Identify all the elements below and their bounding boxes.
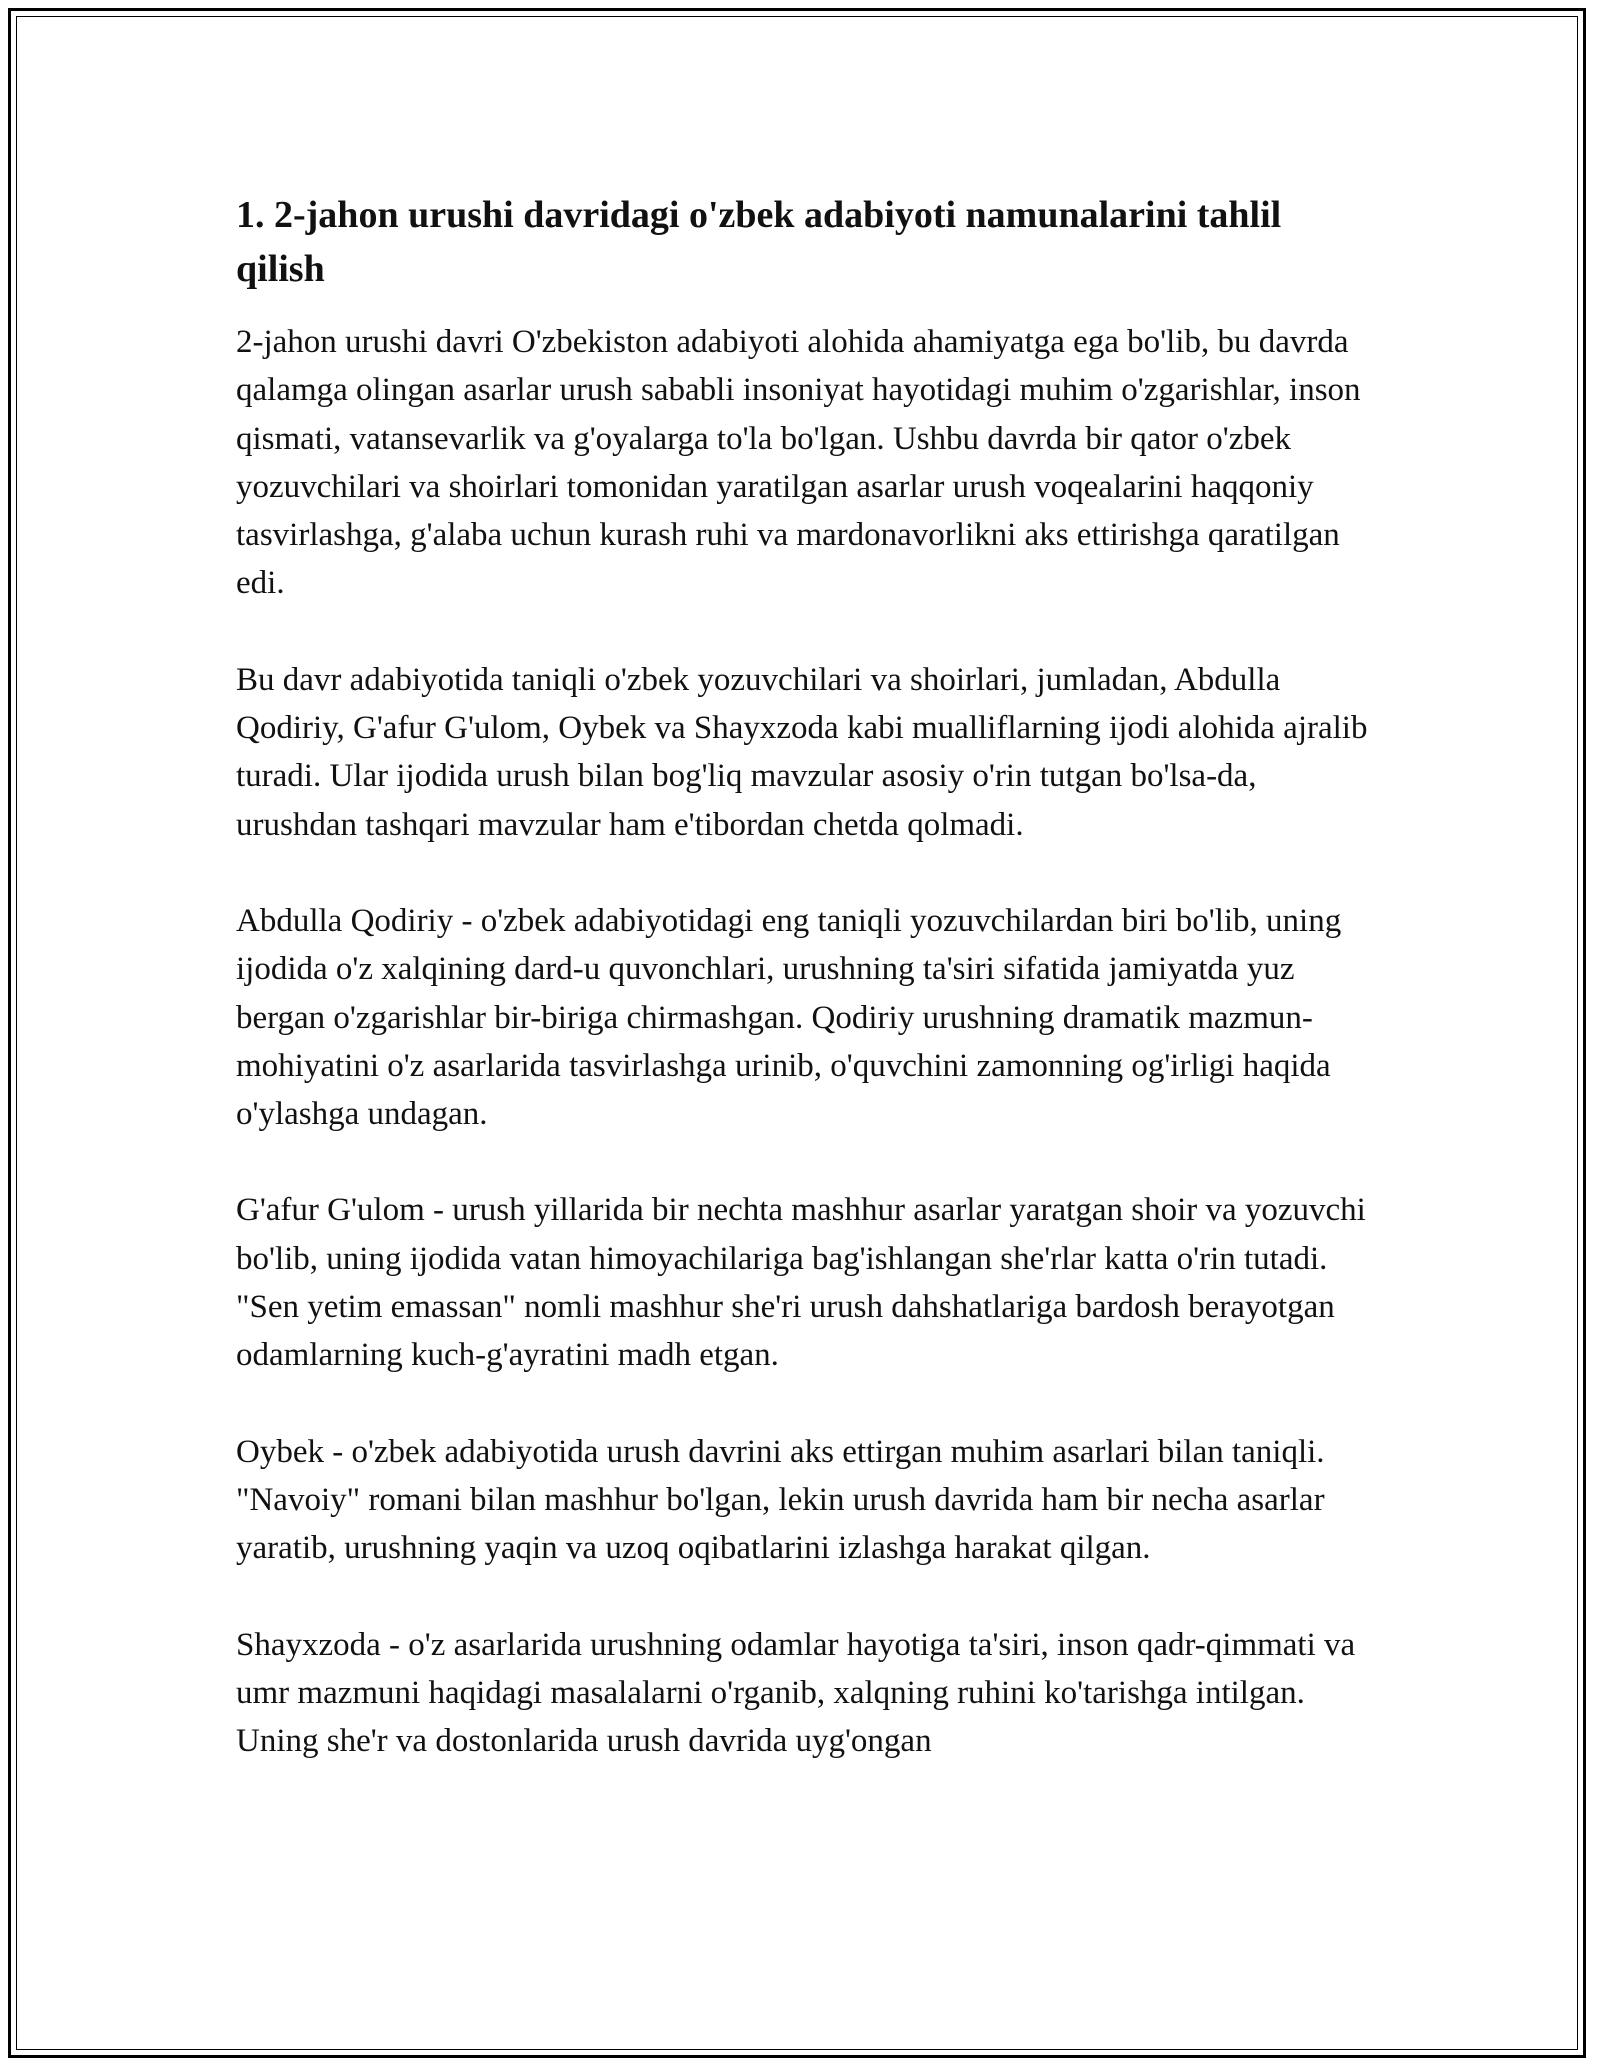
paragraph-intro: 2-jahon urushi davri O'zbekiston adabiyoti alohida ahamiyatga ega bo'lib, bu davrda qalamga olingan asarlar urush sababli insoniyat hayotidagi muhim o'zgarishlar, inson qismati, vatansevarlik va g'oyalarga to'la bo'lgan. Ushbu davrda bir qator o'zbek yozuvchilari va shoirlari tomonidan yaratilgan asarlar urush voqealarini haqqoniy tasvirlashga, g'alaba uchun kurash ruhi va mardonavorlikni aks ettirishga qaratilgan edi. <box>236 324 1361 602</box>
paragraph-shayxzoda: Shayxzoda - o'z asarlarida urushning odamlar hayotiga ta'siri, inson qadr-qimmati va umr mazmuni haqidagi masalalarni o'rganib, xalqning ruhini ko'tarishga intilgan. Uning she'r va dostonlarida urush davrida uyg'ongan <box>236 1626 1356 1760</box>
document-body <box>236 188 1376 1813</box>
paragraph-abdulla-qodiriy: Abdulla Qodiriy - o'zbek adabiyotidagi eng taniqli yozuvchilardan biri bo'lib, uning ijodida o'z xalqining dard-u quvonchlari, urushning ta'siri sifatida jamiyatda yuz bergan o'zgarishlar bir-biriga chirmashgan. Qodiriy urushning dramatik mazmun-mohiyatini o'z asarlarida tasvirlashga urinib, o'quvchini zamonning og'irligi haqida o'ylashga undagan. <box>236 902 1342 1133</box>
paragraph-gafur-gulom: G'afur G'ulom - urush yillarida bir nechta mashhur asarlar yaratgan shoir va yozuvchi bo'lib, uning ijodida vatan himoyachilariga bag'ishlangan she'rlar katta o'rin tutadi. "Sen yetim emassan" nomli mashhur she'ri urush dahshatlariga bardosh berayotgan odamlarning kuch-g'ayratini madh etgan. <box>236 1192 1366 1374</box>
paragraph-oybek: Oybek - o'zbek adabiyotida urush davrini aks ettirgan muhim asarlari bilan taniqli. "Navoiy" romani bilan mashhur bo'lgan, lekin urush davrida ham bir necha asarlar yaratib, urushning yaqin va uzoq oqibatlarini izlashga harakat qilgan. <box>236 1433 1325 1567</box>
section-heading: 1. 2-jahon urushi davridagi o'zbek adabiyoti namunalarini tahlil qilish <box>236 194 1282 290</box>
paragraph-authors-overview: Bu davr adabiyotida taniqli o'zbek yozuvchilari va shoirlari, jumladan, Abdulla Qodiriy, G'afur G'ulom, Oybek va Shayxzoda kabi mualliflarning ijodi alohida ajralib turadi. Ular ijodida urush bilan bog'liq mavzular asosiy o'rin tutgan bo'lsa-da, urushdan tashqari mavzular ham e'tibordan chetda qolmadi. <box>236 661 1368 843</box>
